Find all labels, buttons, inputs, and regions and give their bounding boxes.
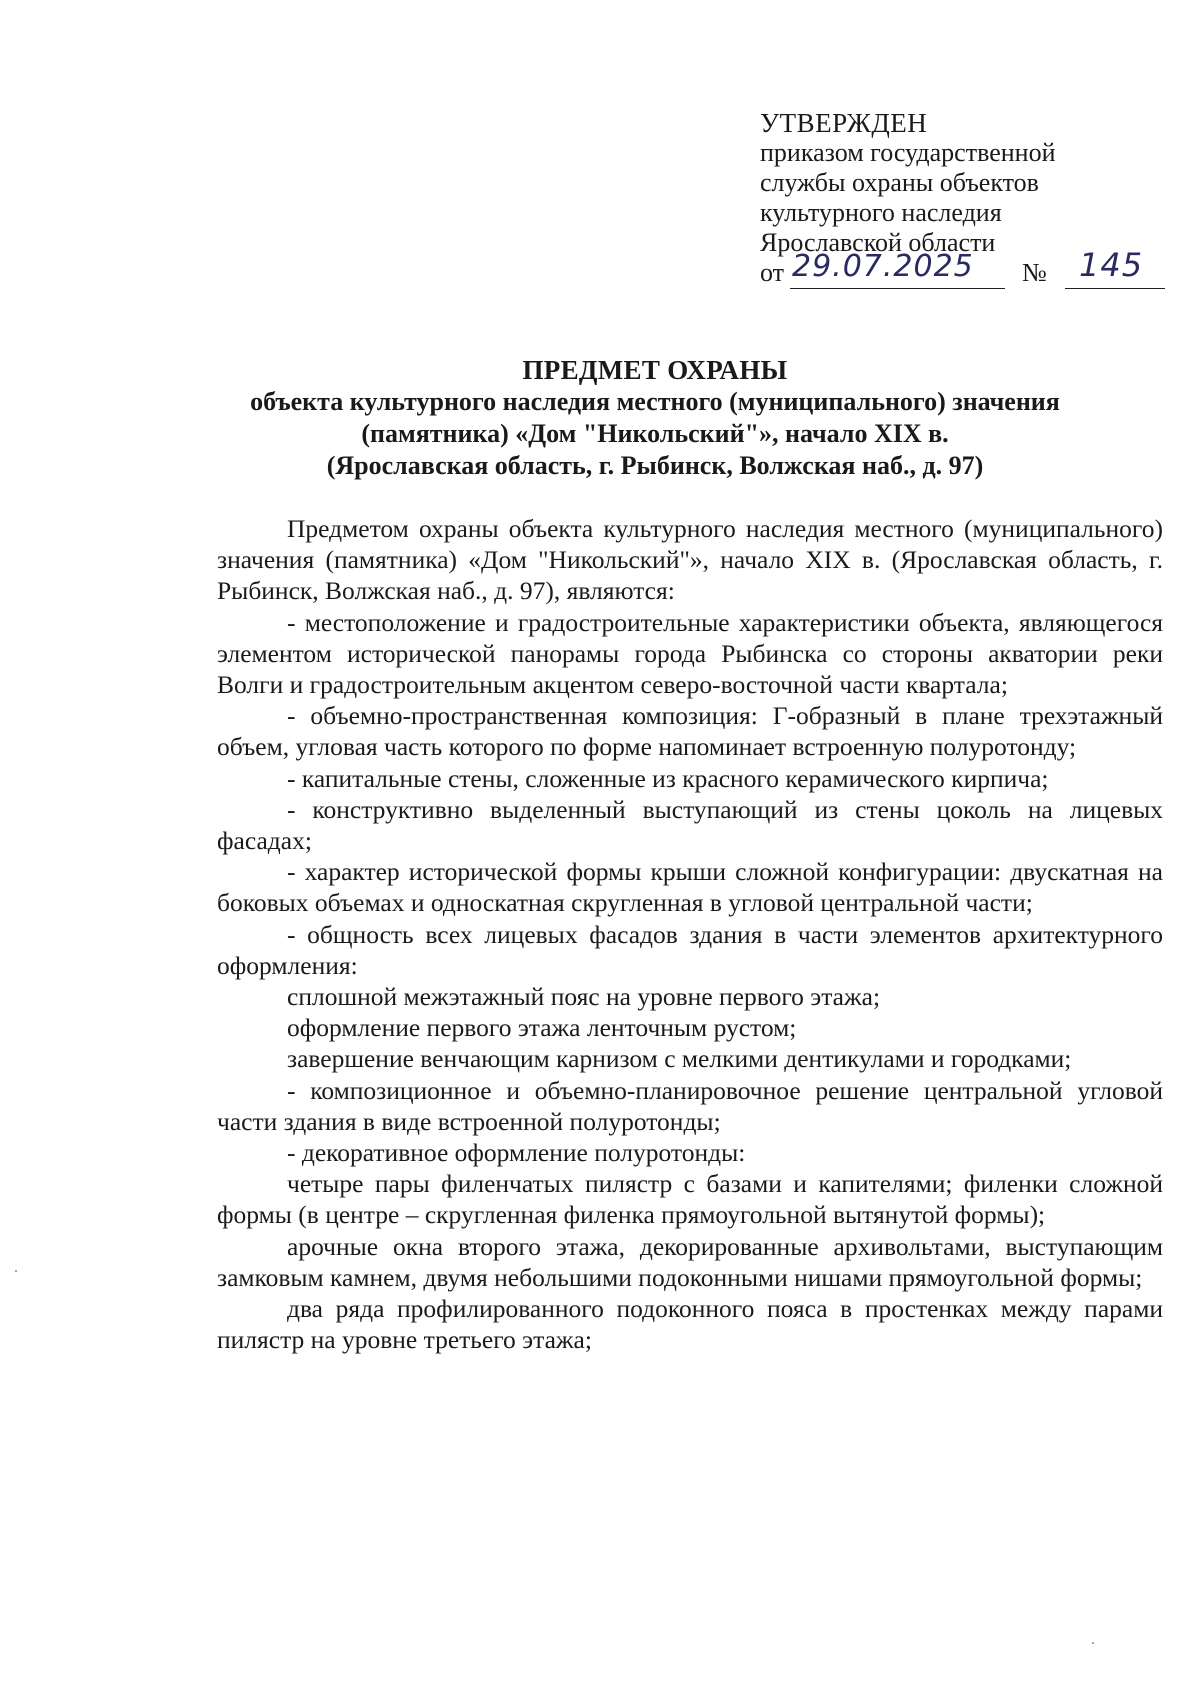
date-field — [790, 249, 1005, 289]
body-paragraph: - капитальные стены, сложенные из красного керамического кирпича; — [287, 763, 1049, 793]
title-subline: (Ярославская область, г. Рыбинск, Волжская наб., д. 97) — [326, 451, 984, 480]
approval-block — [760, 108, 1144, 290]
body-paragraph: - местоположение и градостроительные характеристики объекта, являющегося элементом исторической панорамы города Рыбинска со стороны акватории реки Волги и градостроительным акцентом северо-восточной части квартала; — [217, 607, 1163, 700]
title-subline: объекта культурного наследия местного (муниципального) значения — [250, 387, 1060, 416]
date-prefix: от — [760, 258, 785, 287]
body-paragraph: оформление первого этажа ленточным рустом; — [287, 1013, 797, 1043]
approval-heading: УТВЕРЖДЕН — [760, 108, 928, 138]
handwritten-date: 29.07.2025 — [792, 249, 974, 284]
body-paragraph: - общность всех лицевых фасадов здания в части элементов архитектурного оформления: — [217, 919, 1163, 980]
approval-line: культурного наследия — [760, 198, 1002, 227]
body-paragraph: Предметом охраны объекта культурного наследия местного (муниципального) значения (памятника) «Дом "Никольский"», начало XIX в. (Ярославская область, г. Рыбинск, Волжская наб., д. 97), являются: — [217, 514, 1163, 606]
body-paragraph: сплошной межэтажный пояс на уровне первого этажа; — [287, 982, 881, 1012]
body-paragraph: два ряда профилированного подоконного пояса в простенках между парами пилястр на уровне третьего этажа; — [217, 1294, 1163, 1355]
body-paragraph: четыре пары филенчатых пилястр с базами и капителями; филенки сложной формы (в центре – скругленная филенка прямоугольной вытянутой формы); — [217, 1169, 1163, 1230]
approval-line: приказом государственной — [760, 138, 1056, 167]
body-paragraph: - декоративное оформление полуротонды: — [287, 1138, 746, 1168]
handwritten-number: 145 — [1079, 246, 1144, 284]
document-title: ПРЕДМЕТ ОХРАНЫ — [522, 355, 788, 385]
body-paragraph: - композиционное и объемно-планировочное решение центральной угловой части здания в виде встроенной полуротонды; — [217, 1075, 1163, 1136]
body-paragraph: арочные окна второго этажа, декорированные архивольтами, выступающим замковым камнем, двумя небольшими подоконными нишами прямоугольной формы; — [217, 1231, 1163, 1292]
approval-line: Ярославской области — [760, 228, 996, 257]
number-sign: № — [1022, 258, 1047, 287]
order-date-number-line — [760, 246, 1144, 290]
body-paragraph: - конструктивно выделенный выступающий из стены цоколь на лицевых фасадах; — [217, 794, 1163, 856]
approval-line: службы охраны объектов — [760, 168, 1039, 197]
document-title-block — [200, 354, 1110, 482]
scan-speck — [15, 1270, 17, 1272]
scan-speck — [1092, 1642, 1094, 1644]
document-body — [217, 513, 1163, 1355]
title-subline: (памятника) «Дом "Никольский"», начало XIX в. — [361, 419, 949, 448]
body-paragraph: - характер исторической формы крыши сложной конфигурации: двускатная на боковых объемах и односкатная скругленная в угловой центральной части; — [217, 857, 1163, 918]
body-paragraph: - объемно-пространственная композиция: Г-образный в плане трехэтажный объем, угловая часть которого по форме напоминает встроенную полуротонду; — [217, 701, 1163, 762]
number-field — [1065, 246, 1165, 289]
body-paragraph: завершение венчающим карнизом с мелкими дентикулами и городками; — [287, 1044, 1072, 1074]
